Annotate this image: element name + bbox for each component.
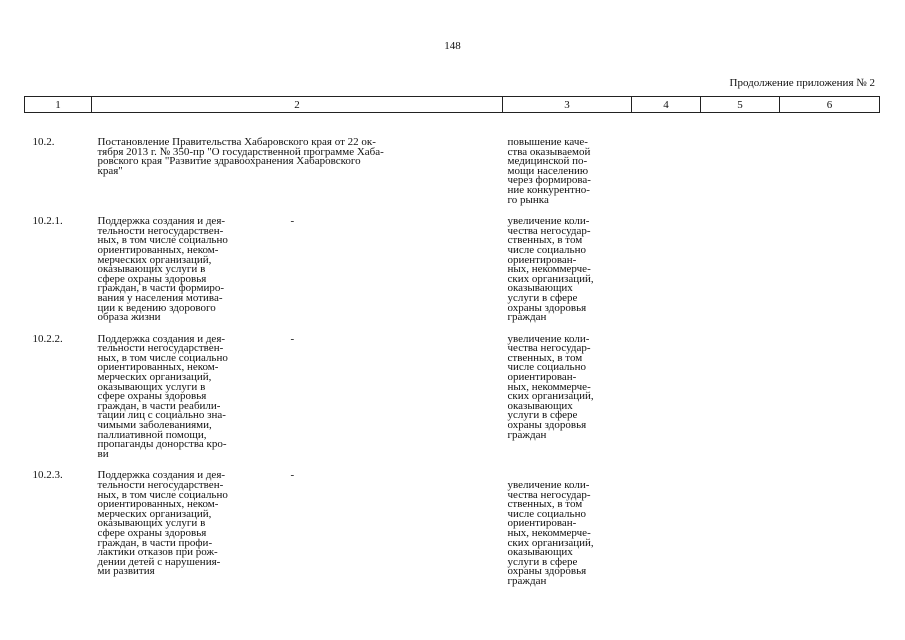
row-number: 10.2. (32, 136, 55, 148)
dash-mark: - (290, 469, 295, 482)
expected-result: увеличение коли- чества негосудар- ственных, в том числе социально ориентирован- ных, некоммерче- ских организаций, оказывающих услуги в сфере охраны здоровья граждан (507, 332, 594, 441)
expected-result: повышение каче- ства оказываемой медицинской по- мощи населению через формирова- ние конкурентно- го рынка (507, 136, 591, 206)
dash-mark: - (290, 215, 295, 228)
column-header: 3 (503, 97, 632, 113)
measure-description: Поддержка создания и дея- тельности негосударствен- ных, в том числе социально ориентированных, неком- мерческих организаций, оказывающих услуги в сфере охраны здоровья граждан, в части формиро- вания у населения мотива- ции к ведению здорового образа жизни (97, 215, 228, 324)
expected-result: увеличение коли- чества негосудар- ственных, в том числе социально ориентирован- ных, некоммерче- ских организаций, оказывающих услуги в сфере охраны здоровья граждан (507, 479, 594, 587)
column-header: 4 (632, 97, 701, 113)
column-header: 2 (92, 97, 503, 113)
measure-description: Поддержка создания и дея- тельности негосударствен- ных, в том числе социально ориентированных, неком- мерческих организаций, оказывающих услуги в сфере охраны здоровья граждан, в части профи- лактики отказов при рож- дении детей с нарушения- ми развития (97, 469, 228, 578)
column-header: 5 (701, 97, 780, 113)
table-header-row (25, 97, 880, 113)
dash-mark: - (290, 332, 295, 345)
table-row (25, 471, 880, 586)
program-table (24, 96, 880, 587)
appendix-continuation-label: Продолжение приложения № 2 (729, 77, 875, 89)
table-row (25, 217, 880, 323)
page-number: 148 (444, 40, 461, 52)
table-row (25, 113, 880, 206)
row-number: 10.2.3. (32, 469, 63, 482)
table-row (25, 335, 880, 460)
row-number: 10.2.2. (32, 332, 63, 345)
column-header: 1 (25, 97, 92, 113)
row-number: 10.2.1. (32, 215, 63, 228)
measure-description: Поддержка создания и дея- тельности негосударствен- ных, в том числе социально ориентированных, неком- мерческих организаций, оказывающих услуги в сфере охраны здоровья граждан, в части реабили- тации лиц с социально зна- чимыми заболеваниями, паллиативной помощи, пропаганды донорства кро- ви (97, 332, 228, 460)
measure-description: Постановление Правительства Хабаровского края от 22 ок- тября 2013 г. № 350-пр "О государственной программе Хаба- ровского края "Развитие здравоохранения Хабаровского края" (97, 136, 384, 177)
expected-result: увеличение коли- чества негосудар- ственных, в том числе социально ориентирован- ных, некоммерче- ских организаций, оказывающих услуги в сфере охраны здоровья граждан (507, 215, 594, 324)
column-header: 6 (780, 97, 880, 113)
